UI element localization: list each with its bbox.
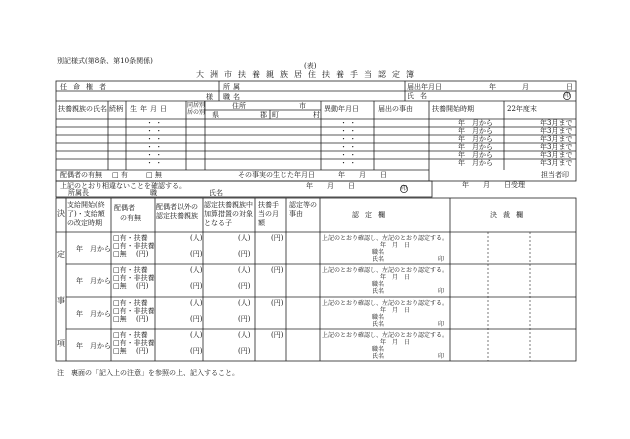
decision-row-shokumei: 職名 xyxy=(372,346,385,353)
sonota-label: その事実の生じた年月日 xyxy=(238,171,315,179)
form-reference: 別記様式(第8条、第10条関係) xyxy=(57,57,153,65)
decision-row-shokumei: 職名 xyxy=(372,249,385,256)
decision-row-date: 年 月 日 xyxy=(380,339,411,346)
decision-row-teate-en: (円) xyxy=(271,299,284,307)
decision-row-teate-en: (円) xyxy=(271,234,284,242)
family-row-ido-dots: ・ ・ xyxy=(340,135,357,143)
decision-row-teate-en: (円) xyxy=(271,266,284,274)
decision-row-igai-nin: (人) xyxy=(190,266,203,274)
decision-row-confirm: 上記のとおり確認し、左記のとおり認定する。 xyxy=(322,332,449,339)
col-fuyo-name: 扶養親族の氏名 xyxy=(58,105,107,113)
h-teate: 扶養手当の月額 xyxy=(258,201,279,228)
decision-row-teate-en: (円) xyxy=(271,331,284,339)
col-shikyu: 扶養開始時期 xyxy=(432,105,474,113)
decision-row-nintei-en: (円) xyxy=(238,315,251,323)
confirm-text: 上記のとおり相違ないことを確認する。 xyxy=(60,182,186,190)
confirm-date: 年 月 日 xyxy=(306,182,355,190)
family-row-made: 年3月まで xyxy=(540,143,573,151)
decision-row-confirm: 上記のとおり確認し、左記のとおり認定する。 xyxy=(322,267,449,274)
decision-row-opt-ari-fuyo[interactable]: □有・扶養 xyxy=(113,266,148,274)
haigusha-ari[interactable]: □ 有 xyxy=(112,171,128,179)
decision-row-kara: 年 月から xyxy=(76,310,111,318)
confirm-seal: 印 xyxy=(401,185,408,192)
decision-row-igai-en: (円) xyxy=(190,250,203,258)
h-nintei: 認定扶養親族中加算措置の対象となる子 xyxy=(204,201,253,227)
decision-row-opt-ari-fuyo[interactable]: □有・扶養 xyxy=(113,331,148,339)
decision-row-shokumei: 職名 xyxy=(372,314,385,321)
decision-row-nintei-nin: (人) xyxy=(238,234,251,242)
h-igai: 配偶者以外の認定扶養親族 xyxy=(156,203,198,220)
decision-row-igai-nin: (人) xyxy=(190,331,203,339)
decision-row-igai-nin: (人) xyxy=(190,299,203,307)
decision-row-kara: 年 月から xyxy=(76,245,111,253)
col-zokugara: 続柄 xyxy=(109,105,123,113)
col-todoke-jiyu: 届出の事由 xyxy=(378,105,413,113)
col-ken: 県 xyxy=(212,111,219,119)
h-kaishi: 支給開始(終了)・支給額の改定時期 xyxy=(67,201,105,227)
haigusha-label: 配偶者の有無 xyxy=(60,171,102,179)
h-haigusha: 配偶者 xyxy=(114,204,135,212)
sama-label: 様 xyxy=(206,93,213,101)
family-row-ido-dots: ・ ・ xyxy=(340,143,357,151)
decision-row-nintei-en: (円) xyxy=(238,347,251,355)
decision-row-haigusha-en: (円) xyxy=(136,282,149,290)
col-doukyo: 同居別居の別 xyxy=(187,102,206,116)
sonota-date: 年 月 日 xyxy=(338,171,387,179)
decision-side-kou: 項 xyxy=(57,339,65,348)
family-row-ido-dots: ・ ・ xyxy=(340,127,357,135)
col-shi: 市 xyxy=(299,102,306,110)
decision-row-kara: 年 月から xyxy=(76,277,111,285)
decision-row-shimei: 氏名 xyxy=(372,353,385,360)
decision-row-seal: 印 xyxy=(438,353,445,360)
decision-row-shokumei: 職名 xyxy=(372,281,385,288)
family-row-kara: 年 月から xyxy=(458,143,493,151)
decision-row-shimei: 氏名 xyxy=(372,288,385,295)
decision-row-haigusha-en: (円) xyxy=(136,315,149,323)
col-jusho: 住所 xyxy=(232,102,246,110)
todoke-date-label: 届出年月日 xyxy=(407,83,442,91)
haigusha-nashi[interactable]: □ 無 xyxy=(146,171,162,179)
ninmeisha-label: 任命権者 xyxy=(60,83,112,91)
decision-row-opt-ari-hifuyo[interactable]: □有・非扶養 xyxy=(113,307,155,315)
col-gun: 郡 xyxy=(260,111,267,119)
decision-row-opt-ari-hifuyo[interactable]: □有・非扶養 xyxy=(113,242,155,250)
col-nendo: 22年度末 xyxy=(507,105,537,113)
decision-row-seal: 印 xyxy=(438,288,445,295)
juri-date: 年 月 日受理 xyxy=(462,181,525,189)
decision-side-ketsu: 決 xyxy=(57,209,65,218)
col-machi: 町 xyxy=(272,111,279,119)
col-ido-date: 異動年月日 xyxy=(324,105,359,113)
decision-row-opt-ari-hifuyo[interactable]: □有・非扶養 xyxy=(113,274,155,282)
family-row-ido-dots: ・ ・ xyxy=(340,119,357,127)
shokumei-label: 職名 xyxy=(223,93,243,101)
decision-row-opt-nashi[interactable]: □無 xyxy=(113,282,127,290)
decision-row-opt-nashi[interactable]: □無 xyxy=(113,347,127,355)
family-row-birth-dots: ・ ・ xyxy=(146,151,163,159)
decision-row-confirm: 上記のとおり確認し、左記のとおり認定する。 xyxy=(322,235,449,242)
tantosha-label: 担当者印 xyxy=(541,171,569,179)
family-row-birth-dots: ・ ・ xyxy=(146,143,163,151)
todoke-month: 月 xyxy=(522,83,529,91)
decision-row-opt-ari-fuyo[interactable]: □有・扶養 xyxy=(113,299,148,307)
decision-side-tei: 定 xyxy=(57,250,65,259)
family-row-made: 年3月まで xyxy=(540,159,573,167)
family-row-made: 年3月まで xyxy=(540,151,573,159)
family-row-kara: 年 月から xyxy=(458,159,493,167)
decision-row-igai-nin: (人) xyxy=(190,234,203,242)
decision-row-date: 年 月 日 xyxy=(380,242,411,249)
decision-row-nintei-en: (円) xyxy=(238,250,251,258)
decision-row-seal: 印 xyxy=(438,256,445,263)
decision-row-shimei: 氏名 xyxy=(372,256,385,263)
h-kessairan: 決裁欄 xyxy=(490,211,529,219)
family-row-kara: 年 月から xyxy=(458,127,493,135)
decision-row-date: 年 月 日 xyxy=(380,274,411,281)
family-row-made: 年3月まで xyxy=(540,119,573,127)
family-row-made: 年3月まで xyxy=(540,127,573,135)
decision-row-haigusha-en: (円) xyxy=(136,250,149,258)
decision-row-nintei-nin: (人) xyxy=(238,266,251,274)
col-birth: 生年月日 xyxy=(130,105,170,113)
h-umu: の有無 xyxy=(120,214,141,222)
family-row-birth-dots: ・ ・ xyxy=(146,127,163,135)
decision-row-kara: 年 月から xyxy=(76,342,111,350)
col-mura: 村 xyxy=(313,111,320,119)
decision-row-igai-en: (円) xyxy=(190,282,203,290)
family-row-kara: 年 月から xyxy=(458,119,493,127)
decision-row-haigusha-en: (円) xyxy=(136,347,149,355)
decision-row-opt-nashi[interactable]: □無 xyxy=(113,315,127,323)
decision-row-igai-en: (円) xyxy=(190,315,203,323)
family-row-ido-dots: ・ ・ xyxy=(340,159,357,167)
h-ninteiran: 認定欄 xyxy=(352,211,391,219)
shimei-label: 氏名 xyxy=(407,92,433,100)
seal-mark: 印 xyxy=(564,92,571,99)
family-row-kara: 年 月から xyxy=(458,135,493,143)
decision-row-nintei-en: (円) xyxy=(238,282,251,290)
shochocho-label: 所属長 xyxy=(68,189,89,197)
decision-side-ji: 事 xyxy=(57,296,65,305)
family-row-made: 年3月まで xyxy=(540,135,573,143)
decision-row-nintei-nin: (人) xyxy=(238,299,251,307)
shozoku-label: 所属 xyxy=(223,83,243,91)
form-title: 大洲市扶養親族居住扶養手当認定簿 xyxy=(196,70,420,79)
h-jiyu: 認定等の事由 xyxy=(289,201,317,219)
decision-row-opt-ari-fuyo[interactable]: □有・扶養 xyxy=(113,234,148,242)
decision-row-confirm: 上記のとおり確認し、左記のとおり認定する。 xyxy=(322,300,449,307)
confirm-shimei: 氏名 xyxy=(209,189,223,197)
todoke-day: 日 xyxy=(566,83,573,91)
side-label: (表) xyxy=(304,62,317,70)
family-row-kara: 年 月から xyxy=(458,151,493,159)
decision-row-seal: 印 xyxy=(438,321,445,328)
family-row-birth-dots: ・ ・ xyxy=(146,159,163,167)
decision-row-date: 年 月 日 xyxy=(380,307,411,314)
todoke-year: 年 xyxy=(489,83,496,91)
decision-row-opt-nashi[interactable]: □無 xyxy=(113,250,127,258)
decision-row-shimei: 氏名 xyxy=(372,321,385,328)
decision-row-igai-en: (円) xyxy=(190,347,203,355)
decision-row-opt-ari-hifuyo[interactable]: □有・非扶養 xyxy=(113,339,155,347)
decision-row-nintei-nin: (人) xyxy=(238,331,251,339)
family-row-birth-dots: ・ ・ xyxy=(146,135,163,143)
footer-note: 注 裏面の「記入上の注意」を参照の上、記入すること。 xyxy=(57,369,239,377)
family-row-ido-dots: ・ ・ xyxy=(340,151,357,159)
confirm-shoku: 職 xyxy=(150,189,157,197)
family-row-birth-dots: ・ ・ xyxy=(146,119,163,127)
